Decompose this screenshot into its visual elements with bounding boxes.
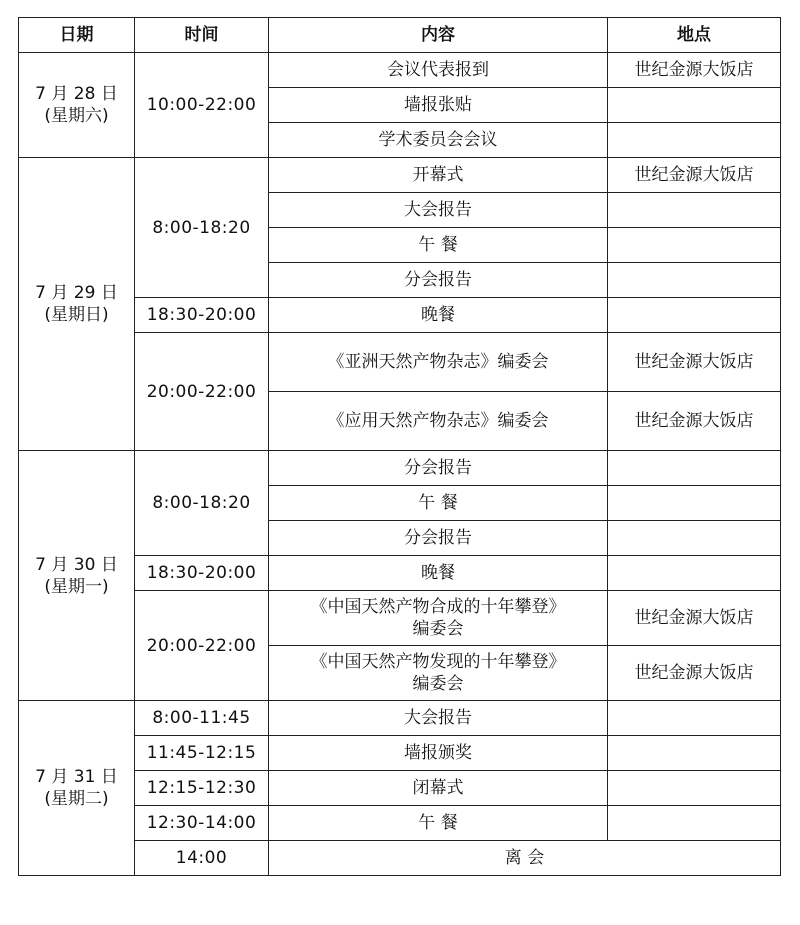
place-cell: 世纪金源大饭店 <box>608 333 781 392</box>
time-cell: 8:00-18:20 <box>135 158 269 298</box>
content-cell: 午 餐 <box>269 806 608 841</box>
date-cell-jul28 <box>19 53 135 158</box>
table-row <box>19 158 781 193</box>
weekday-label: (星期一) <box>44 576 109 597</box>
place-cell <box>608 228 781 263</box>
weekday-label: (星期六) <box>44 106 109 126</box>
header-place: 地点 <box>608 18 781 53</box>
place-cell <box>608 736 781 771</box>
date-label: 7 月 28 日 <box>35 84 118 104</box>
content-cell: 学术委员会会议 <box>269 123 608 158</box>
weekday-label: (星期二) <box>44 789 109 809</box>
place-cell: 世纪金源大饭店 <box>608 591 781 646</box>
place-cell <box>608 451 781 486</box>
header-row <box>19 18 781 53</box>
place-cell <box>608 771 781 806</box>
place-cell <box>608 486 781 521</box>
place-cell <box>608 263 781 298</box>
content-cell: 墙报张贴 <box>269 88 608 123</box>
time-cell: 8:00-11:45 <box>135 701 269 736</box>
place-cell: 世纪金源大饭店 <box>608 646 781 701</box>
content-line: 《中国天然产物合成的十年攀登》 <box>310 597 566 617</box>
date-cell-jul31 <box>19 701 135 876</box>
date-label: 7 月 31 日 <box>35 767 118 787</box>
content-cell <box>269 646 608 701</box>
header-date: 日期 <box>19 18 135 53</box>
table-row <box>19 53 781 88</box>
content-cell: 午 餐 <box>269 228 608 263</box>
time-cell: 20:00-22:00 <box>135 333 269 451</box>
date-label: 7 月 30 日 <box>35 554 118 575</box>
content-cell: 大会报告 <box>269 701 608 736</box>
date-cell-jul30 <box>19 451 135 701</box>
place-cell <box>608 298 781 333</box>
content-cell: 晚餐 <box>269 298 608 333</box>
table-row <box>19 701 781 736</box>
table-row <box>19 451 781 486</box>
header-content: 内容 <box>269 18 608 53</box>
place-cell <box>608 521 781 556</box>
time-cell: 8:00-18:20 <box>135 451 269 556</box>
place-cell: 世纪金源大饭店 <box>608 53 781 88</box>
time-cell: 12:30-14:00 <box>135 806 269 841</box>
place-cell: 世纪金源大饭店 <box>608 392 781 451</box>
content-cell: 开幕式 <box>269 158 608 193</box>
content-line: 《中国天然产物发现的十年攀登》 <box>310 652 566 672</box>
content-cell: 大会报告 <box>269 193 608 228</box>
content-cell: 午 餐 <box>269 486 608 521</box>
date-cell-jul29 <box>19 158 135 451</box>
date-label: 7 月 29 日 <box>35 283 118 303</box>
place-cell <box>608 806 781 841</box>
content-cell: 晚餐 <box>269 556 608 591</box>
schedule-table <box>18 17 781 876</box>
content-line: 编委会 <box>412 674 464 694</box>
content-line: 编委会 <box>412 619 464 639</box>
time-cell: 11:45-12:15 <box>135 736 269 771</box>
content-cell: 分会报告 <box>269 521 608 556</box>
time-cell: 18:30-20:00 <box>135 298 269 333</box>
time-cell: 14:00 <box>135 841 269 876</box>
content-cell: 《亚洲天然产物杂志》编委会 <box>269 333 608 392</box>
time-cell: 10:00-22:00 <box>135 53 269 158</box>
place-cell: 世纪金源大饭店 <box>608 158 781 193</box>
place-cell <box>608 556 781 591</box>
content-cell: 分会报告 <box>269 451 608 486</box>
weekday-label: (星期日) <box>44 305 109 325</box>
header-time: 时间 <box>135 18 269 53</box>
time-cell: 20:00-22:00 <box>135 591 269 701</box>
content-cell: 《应用天然产物杂志》编委会 <box>269 392 608 451</box>
time-cell: 12:15-12:30 <box>135 771 269 806</box>
content-cell: 墙报颁奖 <box>269 736 608 771</box>
content-cell: 分会报告 <box>269 263 608 298</box>
time-cell: 18:30-20:00 <box>135 556 269 591</box>
content-cell-merged: 离 会 <box>269 841 781 876</box>
place-cell <box>608 88 781 123</box>
content-cell: 会议代表报到 <box>269 53 608 88</box>
place-cell <box>608 193 781 228</box>
place-cell <box>608 123 781 158</box>
content-cell <box>269 591 608 646</box>
content-cell: 闭幕式 <box>269 771 608 806</box>
place-cell <box>608 701 781 736</box>
